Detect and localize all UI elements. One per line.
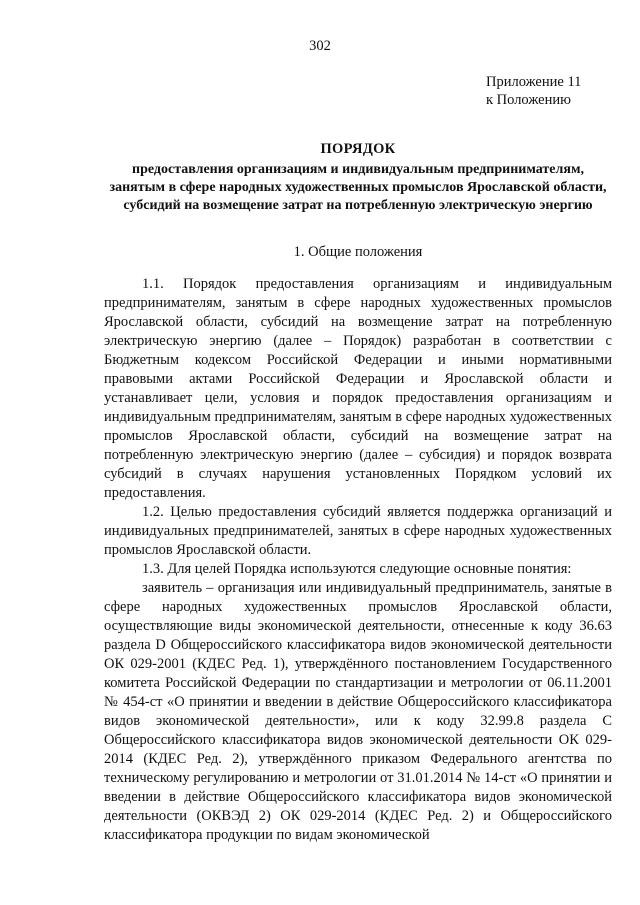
section-heading: 1. Общие положения [293,244,423,260]
title-main: ПОРЯДОК [320,141,396,157]
appendix-reference [486,73,581,109]
title-subtitle: предоставления организациям и индивидуальным предпринимателям, занятым в сфере народных художественных промыслов Ярославской области, субсидий на возмещение затрат на потребленную электрическую энергию [109,162,607,213]
paragraph-1-2: 1.2. Целью предоставления субсидий является поддержка организаций и индивидуальных предпринимателей, занятых в сфере народных художественных промыслов Ярославской области. [104,504,612,558]
body-text [104,275,612,845]
page-number: 302 [309,38,331,54]
appendix-line-1: Приложение 11 [486,74,582,90]
paragraph-1-3: 1.3. Для целей Порядка используются следующие основные понятия: [142,561,572,577]
appendix-line-2: к Положению [486,92,571,108]
document-title [104,140,612,215]
paragraph-1-1: 1.1. Порядок предоставления организациям и индивидуальным предпринимателям, занятым в сфере народных художественных промыслов Ярославской области, субсидий на возмещение затрат на потребленную электрическую энергию (далее – Порядок) разработан в соответствии с Бюджетным кодексом Российской Федерации и иными нормативными правовыми актами Российской Федерации и Ярославской области и устанавливает цели, условия и порядок предоставления организациям и индивидуальным предпринимателям, занятым в сфере народных художественных промыслов Ярославской области, субсидий на возмещение затрат на потребленную электрическую энергию (далее – субсидия) и порядок возврата субсидий в случаях нарушения установленных Порядком условий их предоставления. [104,276,612,501]
paragraph-applicant-definition: заявитель – организация или индивидуальный предприниматель, занятые в сфере народных художественных промыслов Ярославской области, осуществляющие виды экономической деятельности, отнесенные к коду 36.63 раздела D Общероссийского классификатора видов экономической деятельности ОК 029-2001 (КДЕС Ред. 1), утверждённого постановлением Государственного комитета Российской Федерации по стандартизации и метрологии от 06.11.2001 № 454-ст «О принятии и введении в действие Общероссийского классификатора видов экономической деятельности», или к коду 32.99.8 раздела C Общероссийского классификатора видов экономической деятельности ОК 029-2014 (КДЕС Ред. 2), утверждённого приказом Федерального агентства по техническому регулированию и метрологии от 31.01.2014 № 14-ст «О принятии и введении в действие Общероссийского классификатора видов экономической деятельности (ОКВЭД 2) ОК 029-2014 (КДЕС Ред. 2) и Общероссийского классификатора продукции по видам экономической [104,580,612,843]
